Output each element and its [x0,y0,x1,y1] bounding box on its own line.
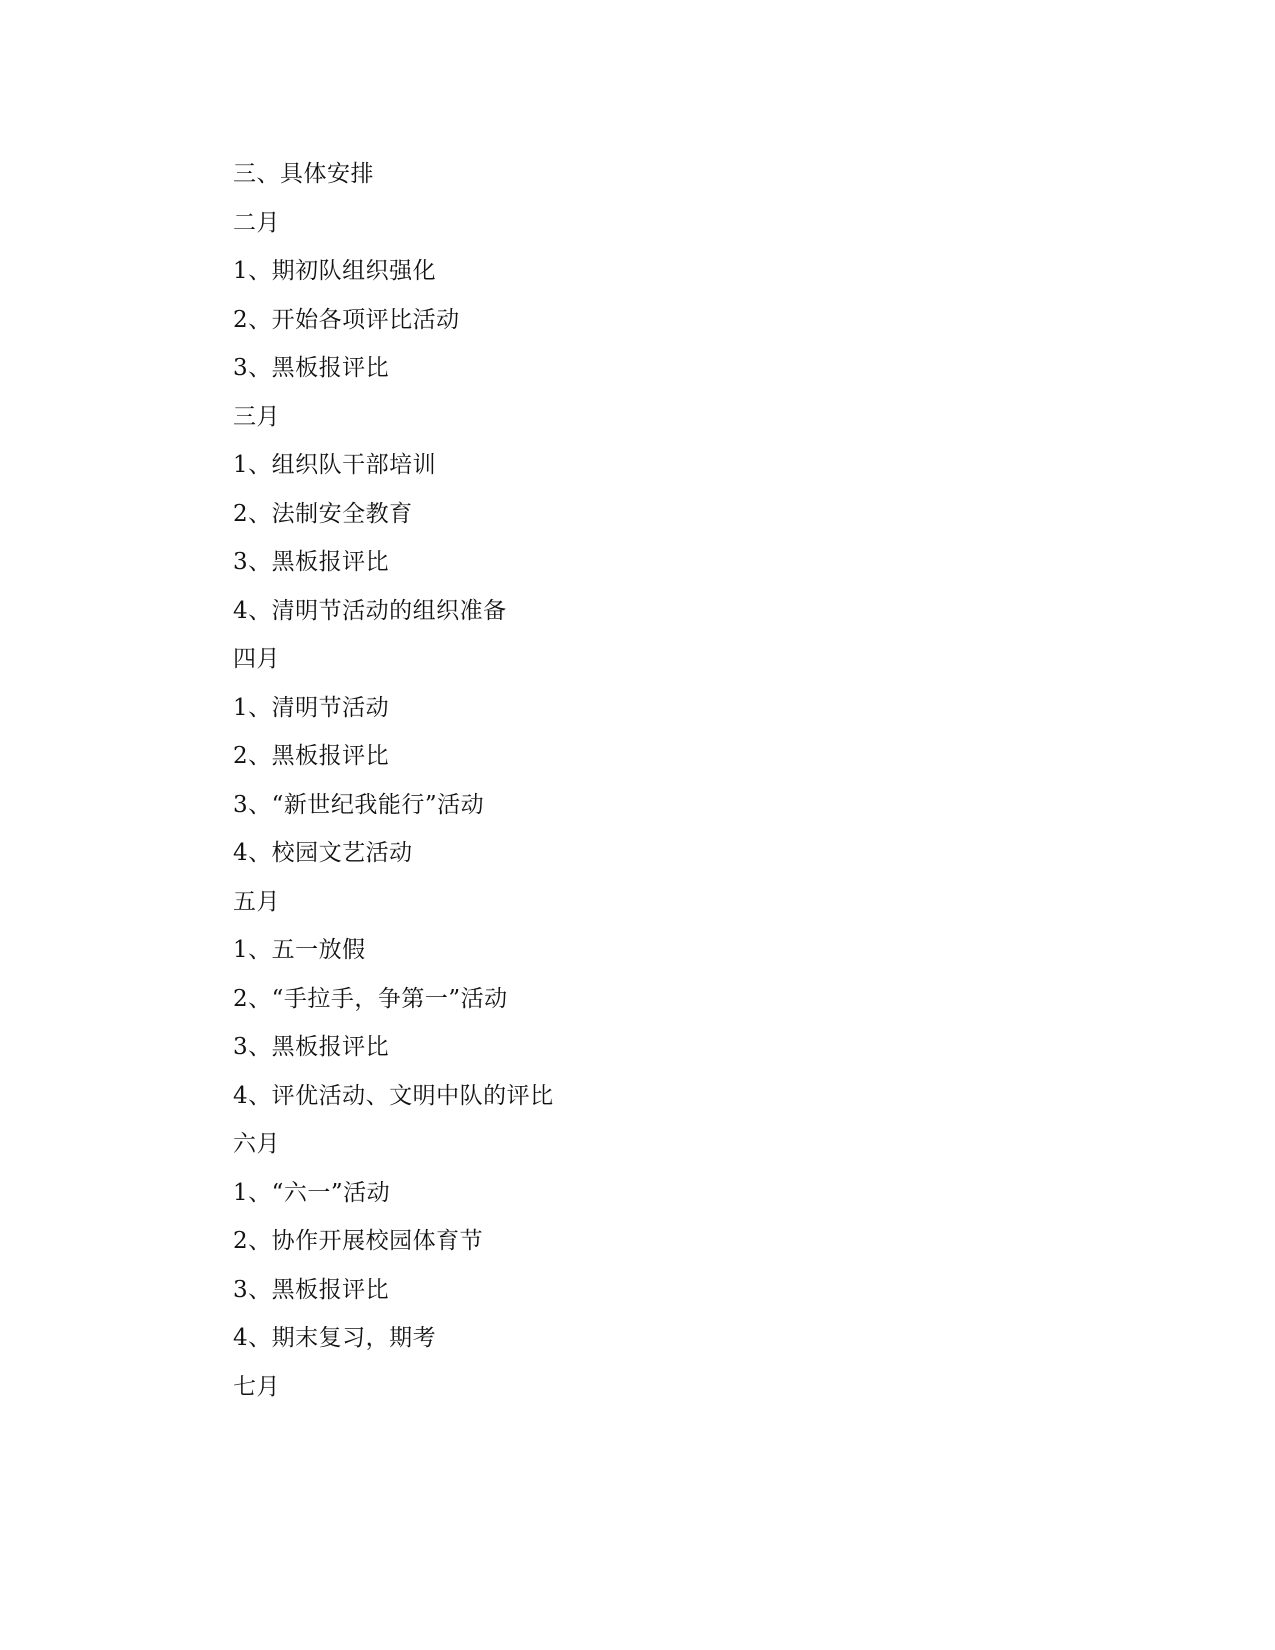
list-item: 2、法制安全教育 [233,500,413,527]
month-heading-jun: 六月 [233,1131,280,1157]
list-item: 2、“手拉手，争第一”活动 [233,985,508,1012]
list-item: 3、黑板报评比 [233,549,390,575]
list-item: 3、黑板报评比 [233,1276,390,1303]
section-heading: 三、具体安排 [233,161,374,187]
list-item: 3、“新世纪我能行”活动 [233,791,485,818]
list-item: 4、评优活动、文明中队的评比 [233,1082,554,1109]
list-item: 1、清明节活动 [233,694,390,721]
month-heading-jul: 七月 [233,1373,280,1400]
list-item: 3、黑板报评比 [233,1034,390,1060]
month-heading-feb: 二月 [233,209,280,236]
document-body [233,150,1133,1411]
list-item: 1、“六一”活动 [233,1179,391,1206]
month-heading-apr: 四月 [233,646,280,672]
list-item: 4、校园文艺活动 [233,840,413,866]
list-item: 3、黑板报评比 [233,355,390,381]
list-item: 2、协作开展校园体育节 [233,1228,484,1254]
month-heading-may: 五月 [233,888,280,915]
list-item: 1、五一放假 [233,937,366,963]
list-item: 1、组织队干部培训 [233,452,437,478]
list-item: 4、清明节活动的组织准备 [233,597,507,624]
list-item: 1、期初队组织强化 [233,258,437,284]
list-item: 2、开始各项评比活动 [233,306,460,333]
month-heading-mar: 三月 [233,403,280,430]
list-item: 2、黑板报评比 [233,743,390,769]
list-item: 4、期末复习，期考 [233,1325,437,1351]
